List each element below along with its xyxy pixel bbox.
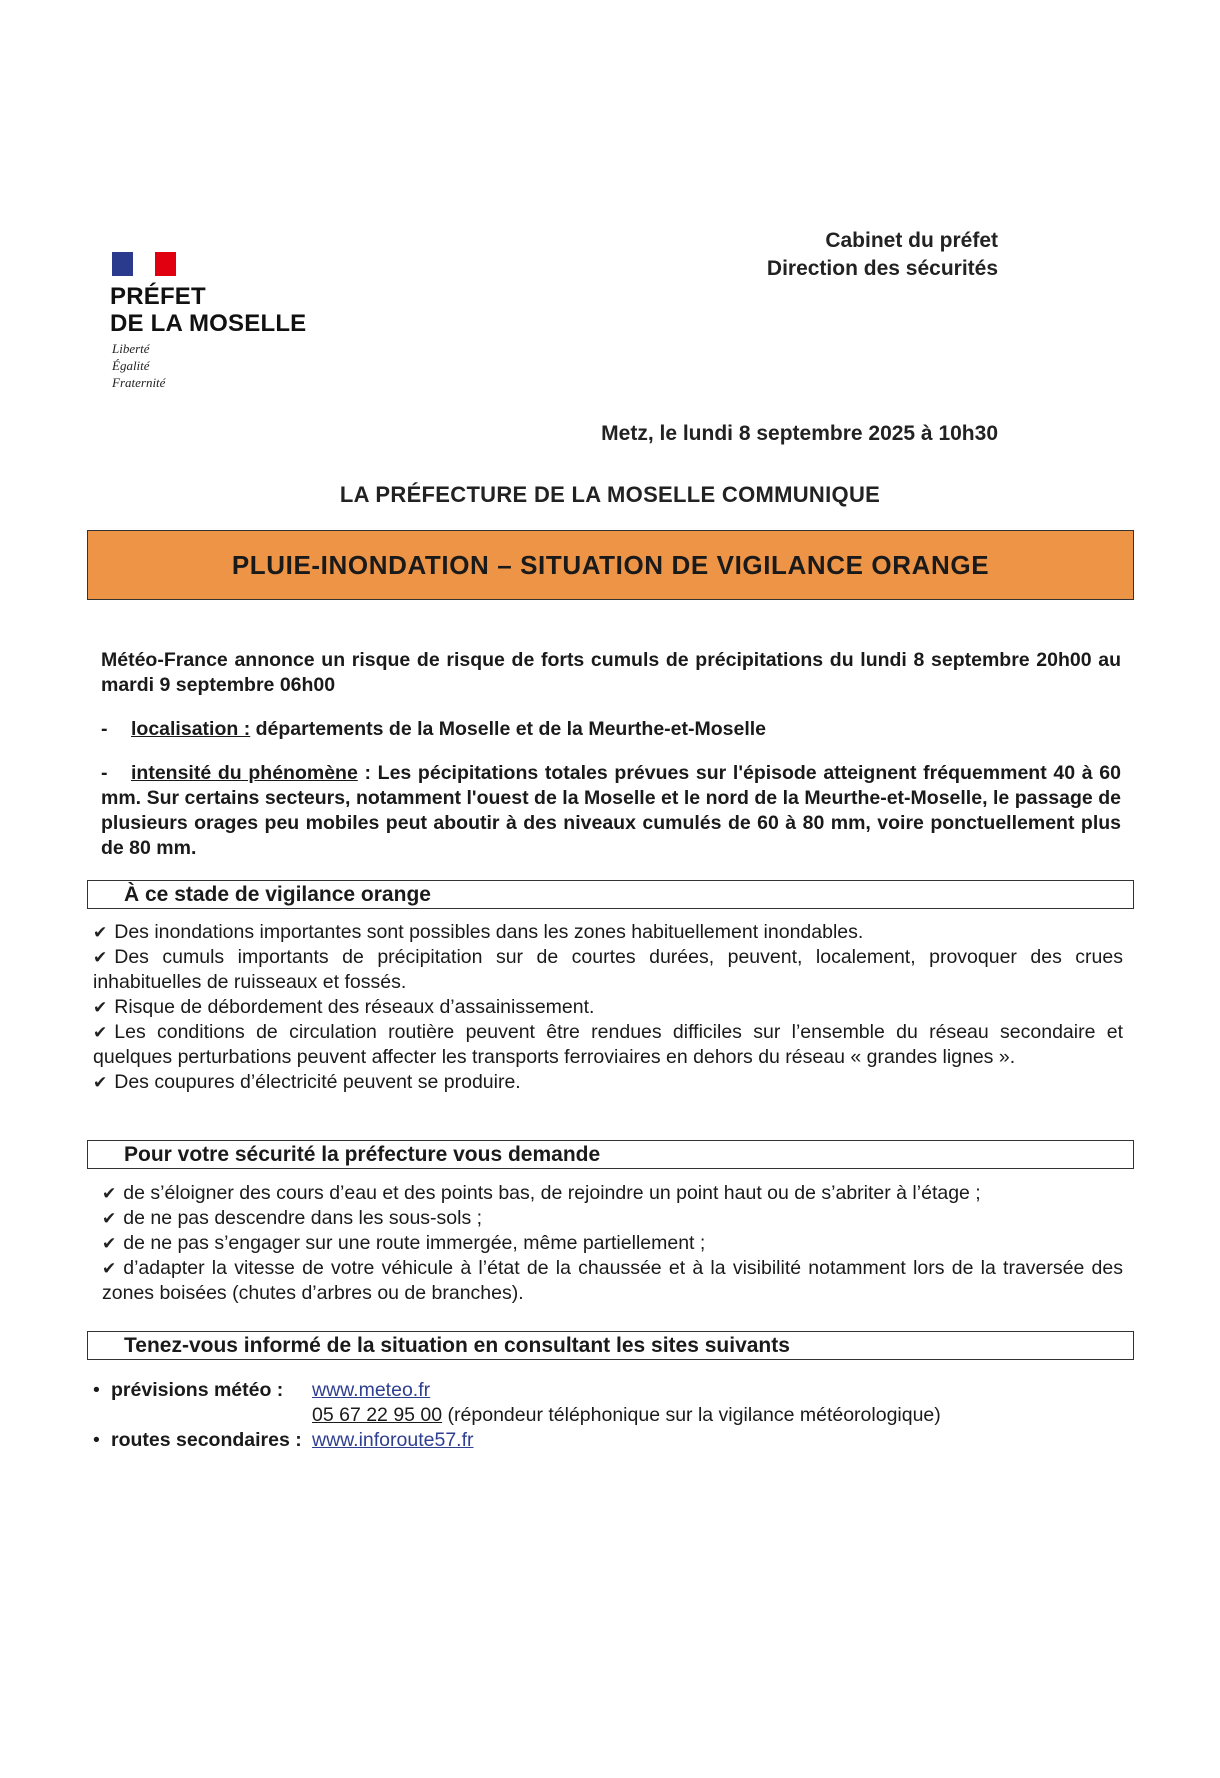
list-item bbox=[102, 1256, 1123, 1306]
meteo-link[interactable]: www.meteo.fr bbox=[312, 1379, 431, 1401]
bullet-icon: • bbox=[93, 1429, 100, 1451]
office-line2: Direction des sécurités bbox=[766, 257, 998, 280]
list-item-text: d’adapter la vitesse de votre véhicule à l’état de la chaussée et à la visibilité notamment lors de la traversée des zones boisées (chutes d’arbres ou de branches). bbox=[102, 1257, 1123, 1304]
localisation-label: localisation : bbox=[131, 718, 251, 740]
logo-title-line2: DE LA MOSELLE bbox=[110, 310, 307, 337]
list-item bbox=[93, 1070, 1123, 1095]
checkmark-icon: ✔ bbox=[93, 948, 108, 967]
checkmark-icon: ✔ bbox=[102, 1184, 117, 1203]
securite-list bbox=[102, 1181, 1123, 1306]
flag-white-band bbox=[133, 252, 154, 276]
dateline: Metz, le lundi 8 septembre 2025 à 10h30 bbox=[601, 422, 998, 445]
intensite-label: intensité du phénomène bbox=[131, 762, 358, 784]
flag-blue-band bbox=[112, 252, 133, 276]
communique-heading: LA PRÉFECTURE DE LA MOSELLE COMMUNIQUE bbox=[339, 482, 881, 507]
vigilance-heading-box bbox=[87, 880, 1134, 909]
list-item bbox=[102, 1231, 1123, 1256]
list-item bbox=[102, 1181, 1123, 1206]
list-item bbox=[93, 920, 1123, 945]
localisation-line bbox=[101, 717, 1121, 742]
phone-note: (répondeur téléphonique sur la vigilance météorologique) bbox=[442, 1404, 941, 1426]
meteo-row bbox=[93, 1378, 431, 1403]
office-line1: Cabinet du préfet bbox=[825, 229, 998, 252]
vigilance-heading: À ce stade de vigilance orange bbox=[124, 883, 431, 906]
checkmark-icon: ✔ bbox=[102, 1209, 117, 1228]
info-heading: Tenez-vous informé de la situation en consultant les sites suivants bbox=[124, 1334, 790, 1357]
routes-link[interactable]: www.inforoute57.fr bbox=[312, 1429, 474, 1451]
intro-paragraph: Météo-France annonce un risque de risque de forts cumuls de précipitations du lundi 8 septembre 20h00 au mardi 9 septembre 06h00 bbox=[101, 649, 1121, 696]
list-item-text: Des inondations importantes sont possibles dans les zones habituellement inondables. bbox=[114, 921, 864, 943]
list-item bbox=[93, 945, 1123, 995]
intensite-text: : Les pécipitations totales prévues sur l'épisode atteignent fréquemment 40 à 60 mm. Sur certains secteurs, notamment l'ouest de la Moselle et le nord de la Meurthe-et-Moselle, le passage de plusieurs orages peu mobiles peut aboutir à des niveaux cumulés de 60 à 80 mm, voire ponctuellement plus de 80 mm. bbox=[101, 762, 1121, 859]
alert-banner bbox=[87, 530, 1134, 600]
routes-label: routes secondaires : bbox=[111, 1429, 302, 1451]
securite-heading-box bbox=[87, 1140, 1134, 1169]
localisation-text: départements de la Moselle et de la Meurthe-et-Moselle bbox=[250, 718, 767, 740]
alert-banner-title: PLUIE-INONDATION – SITUATION DE VIGILANCE ORANGE bbox=[231, 549, 990, 580]
checkmark-icon: ✔ bbox=[102, 1234, 117, 1253]
intro-section bbox=[101, 648, 1121, 880]
list-item-text: de s’éloigner des cours d’eau et des points bas, de rejoindre un point haut ou de s’abriter à l’étage ; bbox=[123, 1182, 981, 1204]
logo-title-line1: PRÉFET bbox=[110, 283, 206, 310]
checkmark-icon: ✔ bbox=[93, 923, 108, 942]
securite-heading: Pour votre sécurité la préfecture vous demande bbox=[124, 1143, 601, 1166]
list-item-text: Les conditions de circulation routière peuvent être rendues difficiles sur l’ensemble du réseau secondaire et quelques perturbations peuvent affecter les transports ferroviaires en dehors du réseau « grandes lignes ». bbox=[93, 1021, 1123, 1068]
list-item-text: Des coupures d’électricité peuvent se produire. bbox=[114, 1071, 521, 1093]
checkmark-icon: ✔ bbox=[93, 998, 108, 1017]
list-item-text: Risque de débordement des réseaux d’assainissement. bbox=[114, 996, 595, 1018]
checkmark-icon: ✔ bbox=[93, 1023, 108, 1042]
phone-number[interactable]: 05 67 22 95 00 bbox=[312, 1404, 443, 1426]
republic-motto bbox=[112, 340, 165, 391]
routes-row bbox=[93, 1428, 474, 1453]
list-item bbox=[102, 1206, 1123, 1231]
prefet-logo-title bbox=[110, 283, 306, 337]
motto-liberte: Liberté bbox=[112, 341, 150, 356]
phone-row bbox=[93, 1403, 941, 1428]
info-sites-list bbox=[93, 1378, 941, 1453]
checkmark-icon: ✔ bbox=[102, 1259, 117, 1278]
phone-line bbox=[312, 1403, 941, 1428]
bullet-icon: • bbox=[93, 1379, 100, 1401]
list-item bbox=[93, 1020, 1123, 1070]
list-item bbox=[93, 995, 1123, 1020]
checkmark-icon: ✔ bbox=[93, 1073, 108, 1092]
meteo-label: prévisions météo : bbox=[111, 1379, 284, 1401]
motto-fraternite: Fraternité bbox=[112, 375, 166, 390]
dash-bullet: - bbox=[101, 718, 108, 740]
vigilance-list bbox=[93, 920, 1123, 1095]
list-item-text: de ne pas descendre dans les sous-sols ; bbox=[123, 1207, 483, 1229]
dash-bullet: - bbox=[101, 762, 108, 784]
list-item-text: de ne pas s’engager sur une route immergée, même partiellement ; bbox=[123, 1232, 706, 1254]
flag-red-band bbox=[155, 252, 176, 276]
motto-egalite: Égalité bbox=[112, 358, 150, 373]
issuing-office bbox=[767, 227, 998, 283]
list-item-text: Des cumuls importants de précipitation sur de courtes durées, peuvent, localement, provoquer des crues inhabituelles de ruisseaux et fossés. bbox=[93, 946, 1123, 993]
french-flag-icon bbox=[112, 252, 176, 276]
info-heading-box bbox=[87, 1331, 1134, 1360]
intensite-line bbox=[101, 761, 1121, 861]
